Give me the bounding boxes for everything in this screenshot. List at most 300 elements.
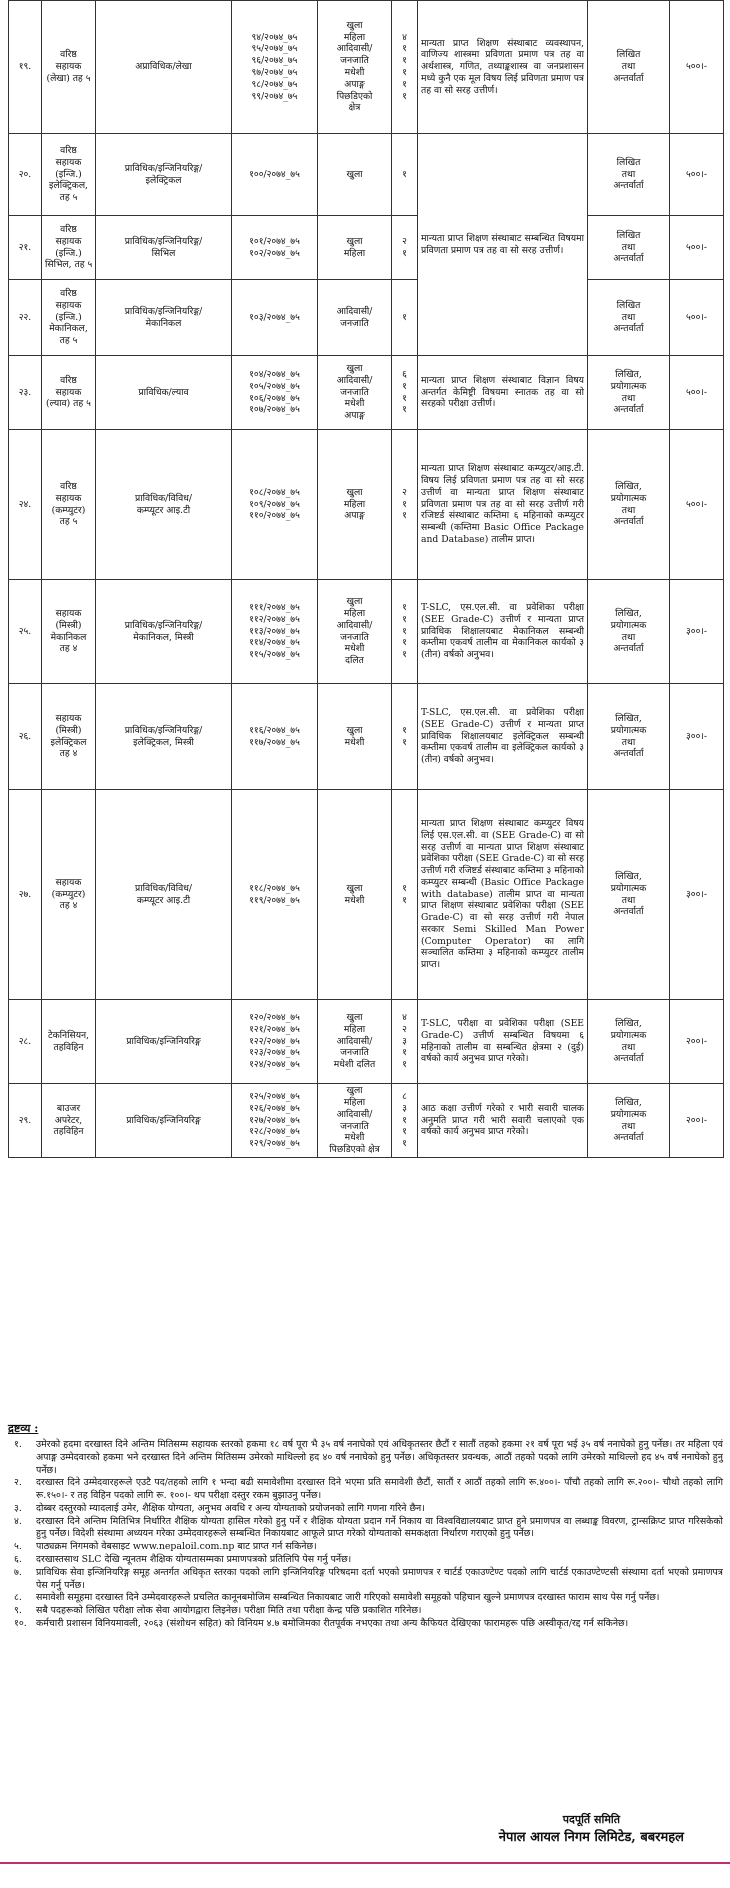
post-count-line: १ (402, 168, 407, 180)
candidate-group-line: खुला (346, 486, 363, 498)
post-count-line: १ (402, 380, 407, 392)
post-count (392, 1, 418, 134)
candidate-group-line: मधेशी (344, 736, 365, 748)
advertisement-number-line: ९४/२०७४_७५ (251, 31, 298, 43)
post-name-line: मेकानिकल (50, 631, 87, 643)
advertisement-number (232, 580, 318, 684)
post-count-line: १ (402, 67, 407, 78)
candidate-group (318, 280, 392, 356)
table-row (9, 216, 724, 280)
exam-type (588, 1000, 670, 1084)
candidate-group-line: खुला (346, 235, 363, 247)
qualification: मान्यता प्राप्त शिक्षण संस्थाबाट व्यवस्थापन, वाणिज्य शास्त्रमा प्रविणता प्रमाण पत्र तह वा अर्थशास्त्र, गणित, तथ्याङ्कशास्त्र वा जनप्रशासन मध्ये कुनै एक मूल विषय लिई प्रविणता प्रमाण पत्र तह वा सो सरह उत्तीर्ण। (418, 1, 588, 134)
post-count (392, 790, 418, 1000)
note-item (14, 1618, 723, 1631)
candidate-group-line: आदिवासी/ (336, 374, 373, 386)
advertisement-number-line: ११३/२०७४_७५ (249, 625, 300, 637)
serial-number: १९. (9, 1, 42, 134)
exam-type (588, 580, 670, 684)
advertisement-number (232, 216, 318, 280)
post-name (42, 1000, 96, 1084)
post-name-line: वरिष्ठ (60, 145, 77, 157)
post-count (392, 356, 418, 430)
table-row (9, 356, 724, 430)
post-name-line: टेकनिसियन, (47, 1029, 90, 1041)
post-name-line: सहायक (55, 712, 82, 724)
post-name-line: (इन्जि.) (55, 311, 82, 323)
qualification: मान्यता प्राप्त शिक्षण संस्थाबाट कम्प्युटर विषय लिई एस.एल.सी. वा (SEE Grade-C) वा सो सरह उत्तीर्ण वा मान्यता प्राप्त शिक्षण संस्थाबाट प्रवेशिका परीक्षा (SEE Grade-C) वा सो सरह उत्तीर्ण गरी रजिष्टर्ड संस्थाबाट कम्तिमा ३ महिनाको कम्प्युटर सम्बन्धी (Basic Office Package with database) तालीम प्राप्त वा मान्यता प्राप्त शिक्षण संस्थाबाट प्रवेशिका परीक्षा (SEE Grade-C) वा सो सरह उत्तीर्ण गरी नेपाल सरकार Semi Skilled Man Power (Computer Operator) का लागि सञ्चालित कम्तिमा ३ महिनाको कम्प्युटर तालीम प्राप्त। (418, 790, 588, 1000)
advertisement-number-line: १०७/२०७४_७५ (249, 404, 300, 416)
note-text: दरखास्तसाथ SLC देखि न्यूनतम शैक्षिक योग्यतासम्मका प्रमाणपत्रको प्रतिलिपि पेस गर्नु पर्नेछ। (36, 1553, 352, 1565)
post-name-line: तह ५ (59, 335, 78, 347)
advertisement-number-line: ९५/२०७४_७५ (251, 43, 298, 55)
note-text: दरखास्त दिने उम्मेदवारहरूले एउटै पद/तहको लागि १ भन्दा बढी समावेशीमा दरखास्त दिने भएमा प्रति समावेशी छैटौं, सातौं र आठौं तहको लागि रू.४००।- पाँचौ तहको लागि रू.२००।- चौथो तहको लागि रू.१५०।- र तह विहिन पदको लागि रू. १००।- थप परीक्षा दस्तुर रकम बुझाउनु पर्नेछ। (36, 1477, 723, 1502)
note-number: ८. (14, 1592, 22, 1604)
note-item (14, 1554, 723, 1567)
post-count-line: १ (402, 637, 407, 649)
note-number: २. (14, 1477, 22, 1489)
note-number: ४. (14, 1515, 22, 1527)
post-count (392, 430, 418, 580)
note-text: सबै पदहरूको लिखित परीक्षा लोक सेवा आयोगद्वारा लिइनेछ। परीक्षा मिति तथा परीक्षा केन्द्र पछि प्रकाशित गरिनेछ। (36, 1605, 422, 1617)
post-count-line: १ (402, 90, 407, 102)
exam-type-line: तथा (621, 1120, 636, 1132)
post-name (42, 430, 96, 580)
exam-type (588, 430, 670, 580)
service-group (96, 684, 232, 790)
advertisement-number-line: १११/२०७४_७५ (249, 602, 300, 614)
exam-type-line: लिखित (616, 299, 641, 311)
exam-type-line: लिखित (616, 229, 641, 241)
advertisement-number-line: ९९/२०७४_७५ (251, 90, 298, 102)
post-name-line: तह ५ (59, 516, 78, 528)
candidate-group-line: महिला (343, 498, 366, 510)
post-count (392, 1084, 418, 1158)
note-number: ९. (14, 1605, 22, 1617)
candidate-group (318, 216, 392, 280)
post-name-line: (इन्जि.) (55, 168, 82, 180)
post-name-line: इलेक्ट्रिकल (50, 736, 87, 748)
post-name-line: मेकानिकल, (49, 323, 88, 335)
post-count (392, 1000, 418, 1084)
service-group (96, 356, 232, 430)
exam-type-line: तथा (621, 392, 636, 404)
candidate-group-line: दलित (345, 655, 364, 667)
note-item (14, 1567, 723, 1593)
service-group-line: इलेक्ट्रिकल, मिस्त्री (133, 736, 194, 748)
note-item (14, 1541, 723, 1554)
advertisement-number-line: ९७/२०७४_७५ (251, 67, 298, 78)
service-group-line: प्राविधिक/इन्जिनियरिङ्ग/ (124, 162, 203, 174)
candidate-group-line: खुला (346, 19, 363, 31)
post-name-line: वरिष्ठ (60, 223, 77, 235)
qualification: मान्यता प्राप्त शिक्षण संस्थाबाट सम्बन्धित विषयमा प्रविणता प्रमाण पत्र तह वा सो सरह उत्तीर्ण। (418, 134, 588, 356)
note-number: ३. (14, 1502, 22, 1514)
exam-fee: ५००।- (670, 216, 724, 280)
exam-fee: ५००।- (670, 356, 724, 430)
post-name-line: (लेखा) तह ५ (46, 72, 91, 84)
post-count (392, 580, 418, 684)
candidate-group-line: मधेशी दलित (333, 1059, 376, 1071)
advertisement-number-line: ९८/२०७४_७५ (251, 78, 298, 90)
candidate-group-line: खुला (346, 168, 363, 180)
note-number: ७. (14, 1566, 22, 1578)
exam-type-line: प्रयोगात्मक (610, 1108, 647, 1120)
advertisement-number-line: १०५/२०७४_७५ (249, 380, 300, 392)
advertisement-number-line: १२९/२०७४_७५ (249, 1138, 300, 1150)
post-name-line: तह ४ (59, 643, 78, 655)
exam-type-line: अन्तर्वार्ता (613, 1053, 644, 1065)
serial-number: २४. (9, 430, 42, 580)
candidate-group-line: क्षेत्र (348, 102, 361, 114)
exam-type-line: तथा (621, 61, 636, 73)
post-name-line: बाउजर (56, 1102, 81, 1114)
post-name (42, 580, 96, 684)
advertisement-number (232, 356, 318, 430)
candidate-group-line: अपाङ्ग (344, 78, 365, 90)
post-count-line: १ (402, 311, 407, 323)
service-group-line: अप्राविधिक/लेखा (135, 61, 192, 73)
service-group (96, 280, 232, 356)
qualification: T-SLC, एस.एल.सी. वा प्रवेशिका परीक्षा (SEE Grade-C) उत्तीर्ण र मान्यता प्राप्त प्राविधिक शिक्षालयबाट इलेक्ट्रिकल सम्बन्धी कम्तीमा एकवर्ष तालीम वा इलेक्ट्रिकल कार्यको ३ (तीन) वर्षको अनुभव। (418, 684, 588, 790)
post-count (392, 134, 418, 216)
post-count-line: १ (402, 649, 407, 661)
exam-type-line: लिखित, (615, 607, 642, 619)
advertisement-number-line: १०८/२०७४_७५ (249, 486, 300, 498)
post-name-line: तह ४ (59, 748, 78, 760)
post-count-line: १ (402, 1126, 407, 1138)
qualification: आठ कक्षा उत्तीर्ण गरेको र भारी सवारी चालक अनुमति प्राप्त गरी भारी सवारी चलाएको एक वर्षको कार्य अनुभव प्राप्त गरेको। (418, 1084, 588, 1158)
advertisement-number-line: ११२/२०७४_७५ (249, 613, 300, 625)
exam-type-line: अन्तर्वार्ता (613, 748, 644, 760)
notes-section (8, 1422, 723, 1631)
candidate-group-line: खुला (346, 596, 363, 608)
advertisement-number-line: १०९/२०७४_७५ (249, 498, 300, 510)
candidate-group-line: महिला (343, 607, 366, 619)
service-group (96, 1000, 232, 1084)
post-name-line: तहविहिन (53, 1041, 84, 1053)
service-group (96, 430, 232, 580)
note-text: पाठ्यक्रम निगमको वेबसाइट www.nepaloil.com.np बाट प्राप्त गर्न सकिनेछ। (36, 1541, 317, 1553)
exam-type-line: प्रयोगात्मक (610, 380, 647, 392)
candidate-group-line: पिछडिएको क्षेत्र (329, 1144, 380, 1156)
exam-fee: २००।- (670, 1000, 724, 1084)
post-name-line: सहायक (55, 299, 82, 311)
advertisement-number-line: ११०/२०७४_७५ (249, 510, 300, 522)
service-group-line: प्राविधिक/इन्जिनियरिङ्ग/ (124, 235, 203, 247)
notes-title: द्रष्टव्य : (8, 1422, 39, 1435)
exam-type (588, 280, 670, 356)
post-name (42, 790, 96, 1000)
exam-type-line: अन्तर्वार्ता (613, 323, 644, 335)
advertisement-number-line: १०२/२०७४_७५ (249, 247, 300, 259)
note-number: ५. (14, 1541, 22, 1553)
note-text: समावेशी समूहमा दरखास्त दिने उम्मेदवारहरूले प्रचलित कानूनबमोजिम सम्बन्धित निकायबाट जारी गरिएको समावेशी समूहको पहिचान खुल्ने प्रमाणपत्र दरखास्त फाराम साथ पेस गर्नु पर्नेछ। (36, 1592, 660, 1604)
candidate-group-line: आदिवासी/ (336, 305, 373, 317)
advertisement-number-line: ११९/२०७४_७५ (249, 894, 300, 906)
exam-type-line: अन्तर्वार्ता (613, 180, 644, 192)
candidate-group-line: जनजाति (340, 631, 369, 643)
advertisement-number-line: १२८/२०७४_७५ (249, 1126, 300, 1138)
post-count-line: ४ (402, 1012, 407, 1024)
post-count-line: १ (402, 724, 407, 736)
candidate-group-line: जनजाति (340, 55, 369, 67)
candidate-group (318, 1000, 392, 1084)
post-count-line: ४ (402, 31, 407, 43)
advertisement-number (232, 430, 318, 580)
candidate-group (318, 356, 392, 430)
exam-type-line: अन्तर्वार्ता (613, 253, 644, 265)
service-group-line: सिभिल (151, 247, 176, 259)
post-count-line: १ (402, 736, 407, 748)
exam-type-line: तथा (621, 1041, 636, 1053)
note-item (14, 1592, 723, 1605)
exam-type-line: प्रयोगात्मक (610, 882, 647, 894)
candidate-group-line: खुला (346, 882, 363, 894)
serial-number: २७. (9, 790, 42, 1000)
table-row (9, 1000, 724, 1084)
service-group-line: प्राविधिक/ल्याव (138, 386, 189, 398)
note-item (14, 1477, 723, 1503)
qualification: मान्यता प्राप्त शिक्षण संस्थाबाट विज्ञान विषय अन्तर्गत केमिष्ट्री विषयमा स्नातक तह वा सो सरहको परीक्षा उत्तीर्ण। (418, 356, 588, 430)
candidate-group-line: आदिवासी/ (336, 1035, 373, 1047)
candidate-group-line: आदिवासी/ (336, 619, 373, 631)
service-group-line: प्राविधिक/इन्जिनियरिङ्ग/ (124, 305, 203, 317)
post-count-line: २ (402, 1023, 407, 1035)
bottom-rule (0, 1862, 730, 1864)
post-count-line: १ (402, 78, 407, 90)
table-row (9, 684, 724, 790)
post-count-line: १ (402, 625, 407, 637)
exam-type (588, 216, 670, 280)
exam-type-line: तथा (621, 894, 636, 906)
candidate-group-line: पिछडिएको (336, 90, 373, 102)
advertisement-number-line: १०४/२०७४_७५ (249, 368, 300, 380)
serial-number: २३. (9, 356, 42, 430)
advertisement-number (232, 684, 318, 790)
advertisement-number-line: १०३/२०७४_७५ (249, 311, 300, 323)
post-count-line: १ (402, 1138, 407, 1150)
post-count-line: १ (402, 55, 407, 67)
advertisement-number-line: ११७/२०७४_७५ (249, 736, 300, 748)
service-group-line: प्राविधिक/इन्जिनियरिङ्ग/ (124, 619, 203, 631)
exam-fee: ५००।- (670, 134, 724, 216)
post-name (42, 216, 96, 280)
table-row (9, 1, 724, 134)
post-name-line: सहायक (55, 235, 82, 247)
candidate-group-line: अपाङ्ग (344, 410, 365, 422)
post-name-line: सहायक (55, 876, 82, 888)
note-text: कर्मचारी प्रशासन विनियमावली, २०६३ (संशोधन सहित) को विनियम ४.७ बमोजिमका रीतपूर्वक नभएका तथा अन्य कैफियत देखिएका फारामहरू पछि अस्वीकृत/रद्द गर्न सकिनेछ। (36, 1617, 629, 1629)
candidate-group (318, 134, 392, 216)
candidate-group-line: जनजाति (340, 1120, 369, 1132)
post-name-line: तहविहिन (53, 1126, 84, 1138)
post-count-line: ३ (402, 1035, 407, 1047)
exam-fee: ५००।- (670, 430, 724, 580)
exam-fee: ५००।- (670, 280, 724, 356)
post-name-line: (कम्प्युटर) (51, 888, 86, 900)
serial-number: २६. (9, 684, 42, 790)
exam-fee: २००।- (670, 1084, 724, 1158)
advertisement-number-line: १२६/२०७४_७५ (249, 1102, 300, 1114)
exam-type-line: तथा (621, 241, 636, 253)
service-group (96, 216, 232, 280)
candidate-group-line: जनजाति (340, 386, 369, 398)
service-group-line: प्राविधिक/इन्जिनियरिङ्ग (126, 1035, 201, 1047)
qualification: T-SLC, एस.एल.सी. वा प्रवेशिका परीक्षा (SEE Grade-C) उत्तीर्ण र मान्यता प्राप्त प्राविधिक शिक्षालयबाट मेकानिकल सम्बन्धी कम्तीमा एकवर्ष तालीम वा मेकानिकल कार्यको ३ (तीन) वर्षको अनुभव। (418, 580, 588, 684)
exam-type (588, 1084, 670, 1158)
post-count-line: १ (402, 247, 407, 259)
post-count-line: १ (402, 613, 407, 625)
advertisement-number-line: ११५/२०७४_७५ (249, 649, 300, 661)
exam-type-line: लिखित, (615, 368, 642, 380)
service-group (96, 134, 232, 216)
advertisement-number-line: १२२/२०७४_७५ (249, 1035, 300, 1047)
exam-type (588, 684, 670, 790)
post-name (42, 1084, 96, 1158)
exam-type-line: लिखित, (615, 712, 642, 724)
exam-type-line: अन्तर्वार्ता (613, 643, 644, 655)
service-group-line: कम्प्यूटर आइ.टी (136, 894, 191, 906)
note-text: प्राविधिक सेवा इन्जिनियरिङ्ग समूह अन्तर्गत अधिकृत स्तरका पदको लागि इन्जिनियरिङ्ग परिषदमा दर्ता भएको प्रमाणपत्र र चार्टर्ड एकाउण्टेण्ट पदको लागि चार्टर्ड एकाउण्टेण्टसी संस्थामा दर्ता भएको प्रमाणपत्र पेस गर्नु पर्नेछ। (36, 1566, 723, 1591)
post-count-line: २ (402, 486, 407, 498)
post-count-line: १ (402, 602, 407, 614)
post-count-line: १ (402, 510, 407, 522)
candidate-group-line: खुला (346, 724, 363, 736)
table-row (9, 790, 724, 1000)
post-name-line: सहायक (55, 386, 82, 398)
exam-type-line: अन्तर्वार्ता (613, 516, 644, 528)
candidate-group-line: मधेशी (344, 67, 365, 78)
post-count-line: १ (402, 894, 407, 906)
candidate-group-line: खुला (346, 363, 363, 375)
exam-fee: ५००।- (670, 1, 724, 134)
exam-type-line: प्रयोगात्मक (610, 1029, 647, 1041)
candidate-group (318, 790, 392, 1000)
post-name-line: सहायक (55, 492, 82, 504)
note-text: दोब्बर दस्तुरको म्यादलाई उमेर, शैक्षिक योग्यता, अनुभव अवधि र अन्य योग्यताको प्रयोजनको लागि गणना गरिने छैन। (36, 1502, 425, 1514)
exam-type-line: लिखित, (615, 480, 642, 492)
post-count (392, 216, 418, 280)
candidate-group-line: महिला (343, 1096, 366, 1108)
exam-type-line: तथा (621, 631, 636, 643)
organization-name: नेपाल आयल निगम लिमिटेड, बबरमहल (498, 1830, 684, 1845)
candidate-group-line: मधेशी (344, 1132, 365, 1144)
candidate-group-line: मधेशी (344, 398, 365, 410)
service-group (96, 1, 232, 134)
candidate-group-line: महिला (343, 31, 366, 43)
candidate-group (318, 1, 392, 134)
candidate-group-line: महिला (343, 1023, 366, 1035)
post-name-line: सहायक (55, 156, 82, 168)
post-name-line: सहायक (55, 61, 82, 73)
post-name-line: (मिस्त्री) (55, 724, 82, 736)
service-group-line: प्राविधिक/विविध/ (135, 882, 192, 894)
candidate-group-line: आदिवासी/ (336, 43, 373, 55)
note-item (14, 1439, 723, 1477)
candidate-group-line: जनजाति (340, 1047, 369, 1059)
post-count-line: १ (402, 1047, 407, 1059)
note-item (14, 1605, 723, 1618)
exam-type-line: तथा (621, 168, 636, 180)
advertisement-number-line: १२४/२०७४_७५ (249, 1059, 300, 1071)
post-name-line: (ल्याव) तह ५ (46, 398, 91, 410)
candidate-group-line: अपाङ्ग (344, 510, 365, 522)
advertisement-number-line: ९६/२०७४_७५ (251, 55, 298, 67)
service-group-line: इलेक्ट्रिकल (145, 174, 182, 186)
post-name (42, 134, 96, 216)
signature-block (499, 1812, 684, 1845)
candidate-group (318, 430, 392, 580)
post-count-line: ३ (402, 1102, 407, 1114)
post-count-line: १ (402, 1059, 407, 1071)
post-name (42, 280, 96, 356)
exam-type-line: अन्तर्वार्ता (613, 906, 644, 918)
committee-name: पदपूर्ति समिति (562, 1813, 621, 1826)
service-group-line: मेकानिकल, मिस्त्री (133, 631, 194, 643)
post-count-line: १ (402, 882, 407, 894)
post-count (392, 684, 418, 790)
exam-type (588, 1, 670, 134)
post-name-line: (कम्प्युटर) (51, 504, 86, 516)
service-group-line: प्राविधिक/विविध/ (135, 492, 192, 504)
qualification: T-SLC, परीक्षा वा प्रवेशिका परीक्षा (SEE Grade-C) उत्तीर्ण सम्बन्धित विषयमा ६ महिनाको तालीम वा सम्बन्धित क्षेत्रमा २ (दुई) वर्षको कार्य अनुभव प्राप्त गरेको। (418, 1000, 588, 1084)
post-name-line: (मिस्त्री) (55, 619, 82, 631)
exam-type (588, 134, 670, 216)
table-row (9, 280, 724, 356)
table-row (9, 134, 724, 216)
post-count (392, 280, 418, 356)
advertisement-number (232, 790, 318, 1000)
post-name-line: सहायक (55, 607, 82, 619)
candidate-group-line: मधेशी (344, 643, 365, 655)
advertisement-number-line: ११४/२०७४_७५ (249, 637, 300, 649)
advertisement-number-line: १२३/२०७४_७५ (249, 1047, 300, 1059)
post-name (42, 1, 96, 134)
advertisement-number-line: १०६/२०७४_७५ (249, 392, 300, 404)
exam-type-line: तथा (621, 504, 636, 516)
note-item (14, 1503, 723, 1516)
advertisement-number-line: १०१/२०७४_७५ (249, 235, 300, 247)
exam-type-line: लिखित (616, 49, 641, 61)
advertisement-number-line: ११६/२०७४_७५ (249, 724, 300, 736)
candidate-group-line: मधेशी (344, 894, 365, 906)
advertisement-number-line: १२०/२०७४_७५ (249, 1012, 300, 1024)
exam-type-line: लिखित, (615, 1096, 642, 1108)
serial-number: २२. (9, 280, 42, 356)
exam-type-line: अन्तर्वार्ता (613, 1132, 644, 1144)
advertisement-number-line: १२७/२०७४_७५ (249, 1114, 300, 1126)
table-row (9, 580, 724, 684)
note-item (14, 1516, 723, 1542)
exam-type (588, 790, 670, 1000)
note-number: ६. (14, 1553, 22, 1565)
vacancy-table-body (9, 1, 724, 1158)
advertisement-number (232, 1, 318, 134)
candidate-group-line: आदिवासी/ (336, 1108, 373, 1120)
service-group-line: कम्प्यूटर आइ.टी (136, 504, 191, 516)
exam-fee: ३००।- (670, 684, 724, 790)
post-name-line: (इन्जि.) (55, 247, 82, 259)
notes-list (8, 1439, 723, 1631)
post-count-line: ६ (402, 368, 407, 380)
serial-number: २०. (9, 134, 42, 216)
advertisement-number (232, 134, 318, 216)
post-count-line: २ (402, 235, 407, 247)
post-name-line: अपरेटर, (54, 1114, 83, 1126)
candidate-group-line: जनजाति (340, 317, 369, 329)
note-number: १. (14, 1438, 22, 1450)
